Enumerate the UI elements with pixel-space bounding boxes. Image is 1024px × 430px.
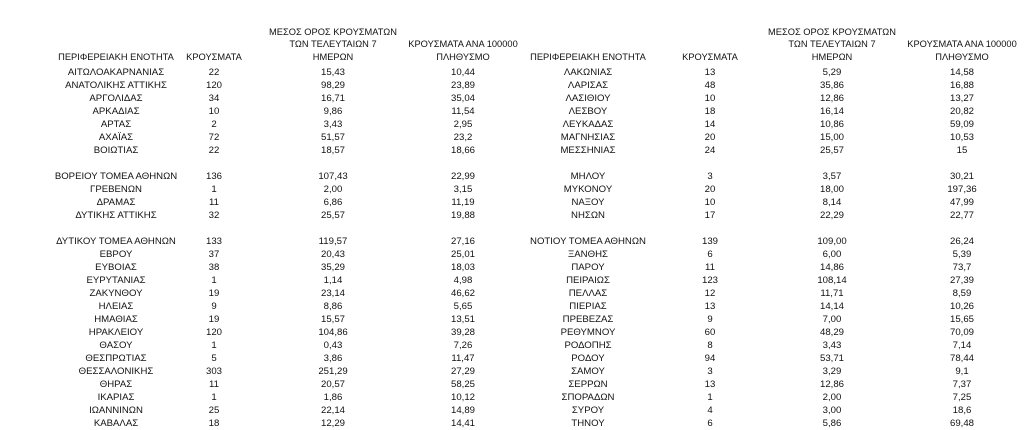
table-row [525, 300, 1015, 313]
cell-per100k: 26,24 [949, 236, 974, 247]
table-row [18, 417, 523, 430]
table-row [18, 131, 523, 144]
cell-avg7: 7,00 [822, 314, 842, 325]
cell-avg7: 104,86 [318, 327, 348, 338]
cell-region: ΠΕΙΡΑΙΩΣ [566, 275, 610, 286]
cell-per100k: 8,59 [952, 288, 972, 299]
table-row [18, 339, 523, 352]
table-row [18, 326, 523, 339]
cell-per100k: 3,15 [453, 184, 473, 195]
cell-per100k: 20,82 [949, 106, 974, 117]
cell-avg7: 48,29 [819, 327, 844, 338]
cell-avg7: 15,43 [320, 67, 345, 78]
cell-per100k: 16,88 [949, 80, 974, 91]
cell-per100k: 10,26 [949, 301, 974, 312]
cell-cases: 6 [707, 249, 713, 260]
cell-cases: 14 [704, 119, 716, 130]
table-row [18, 365, 523, 378]
header-cases: ΚΡΟΥΣΜΑΤΑ [682, 51, 738, 62]
cell-region: ΡΟΔΟΠΗΣ [564, 340, 612, 351]
cell-avg7: 109,00 [817, 236, 847, 247]
cell-per100k: 39,28 [450, 327, 475, 338]
cell-region: ΛΕΣΒΟΥ [568, 106, 608, 117]
cell-region: ΕΒΡΟΥ [99, 249, 133, 260]
cell-region: ΜΕΣΣΗΝΙΑΣ [560, 145, 616, 156]
table-row [18, 300, 523, 313]
spacer-row [525, 222, 1015, 235]
spacer-row [18, 157, 523, 170]
cell-cases: 37 [208, 249, 220, 260]
cell-per100k: 35,04 [450, 93, 475, 104]
table-row [525, 118, 1015, 131]
cell-cases: 25 [208, 405, 220, 416]
cell-avg7: 22,14 [320, 405, 345, 416]
table-row [525, 352, 1015, 365]
table-row [525, 339, 1015, 352]
cell-cases: 72 [208, 132, 220, 143]
cell-cases: 13 [704, 301, 716, 312]
cell-region: ΒΟΙΩΤΙΑΣ [93, 145, 139, 156]
cell-region: ΜΥΚΟΝΟΥ [563, 184, 613, 195]
cell-avg7: 18,57 [320, 145, 345, 156]
cell-avg7: 3,29 [822, 366, 842, 377]
cell-region: ΝΑΞΟΥ [571, 197, 605, 208]
cell-avg7: 5,86 [822, 418, 842, 429]
cell-avg7: 12,29 [320, 418, 345, 429]
cell-region: ΗΛΕΙΑΣ [98, 301, 134, 312]
cell-per100k: 22,99 [450, 171, 475, 182]
cell-cases: 3 [707, 366, 713, 377]
cell-region: ΠΙΕΡΙΑΣ [569, 301, 607, 312]
cell-avg7: 3,43 [323, 119, 343, 130]
cell-cases: 123 [701, 275, 718, 286]
cell-per100k: 30,21 [949, 171, 974, 182]
cell-cases: 38 [208, 262, 220, 273]
table-row [18, 170, 523, 183]
cell-avg7: 6,00 [822, 249, 842, 260]
cell-cases: 1 [211, 392, 217, 403]
cell-avg7: 53,71 [819, 353, 844, 364]
cell-avg7: 23,14 [320, 288, 345, 299]
cell-region: ΕΥΒΟΙΑΣ [95, 262, 137, 273]
cell-per100k: 13,51 [450, 314, 475, 325]
cell-region: ΝΟΤΙΟΥ ΤΟΜΕΑ ΑΘΗΝΩΝ [530, 236, 646, 247]
cell-cases: 11 [209, 379, 219, 390]
cell-per100k: 19,88 [450, 210, 475, 221]
right-table-body [525, 66, 1015, 430]
cell-region: ΑΙΤΩΛΟΑΚΑΡΝΑΝΙΑΣ [67, 67, 165, 78]
cell-per100k: 22,77 [949, 210, 974, 221]
cell-avg7: 1,86 [323, 392, 343, 403]
cell-per100k: 23,89 [450, 80, 475, 91]
table-row [18, 92, 523, 105]
cell-cases: 133 [205, 236, 222, 247]
cell-region: ΘΗΡΑΣ [99, 379, 133, 390]
cell-cases: 18 [704, 106, 716, 117]
table-row [18, 209, 523, 222]
table-row [525, 196, 1015, 209]
cell-cases: 17 [704, 210, 716, 221]
cell-per100k: 14,58 [949, 67, 974, 78]
table-row [525, 326, 1015, 339]
cell-cases: 94 [704, 353, 716, 364]
cell-cases: 9 [211, 301, 217, 312]
left-table-body [18, 66, 523, 430]
table-row [18, 261, 523, 274]
header-cases: ΚΡΟΥΣΜΑΤΑ [186, 51, 242, 62]
cell-cases: 10 [208, 106, 220, 117]
cell-cases: 1 [211, 275, 217, 286]
cell-avg7: 25,57 [819, 145, 844, 156]
header-per100k: ΚΡΟΥΣΜΑΤΑ ΑΝΑ 100000 ΠΛΗΘΥΣΜΟ [907, 39, 1017, 62]
cell-avg7: 0,43 [323, 340, 343, 351]
spacer-row [525, 157, 1015, 170]
cell-per100k: 73,7 [952, 262, 972, 273]
cell-avg7: 18,00 [819, 184, 844, 195]
cell-cases: 34 [208, 93, 220, 104]
table-row [525, 313, 1015, 326]
cell-per100k: 15 [956, 145, 968, 156]
cell-avg7: 12,86 [819, 93, 844, 104]
cell-cases: 5 [211, 353, 217, 364]
cell-avg7: 5,29 [822, 67, 842, 78]
cell-avg7: 16,71 [320, 93, 345, 104]
cell-avg7: 3,86 [323, 353, 343, 364]
table-row [525, 274, 1015, 287]
cell-region: ΣΠΟΡΑΔΩΝ [561, 392, 615, 403]
cell-region: ΡΟΔΟΥ [571, 353, 605, 364]
cell-per100k: 15,65 [949, 314, 974, 325]
table-row [525, 131, 1015, 144]
cell-avg7: 22,29 [819, 210, 844, 221]
table-row [525, 235, 1015, 248]
cell-region: ΚΑΒΑΛΑΣ [93, 418, 139, 429]
cell-avg7: 12,86 [819, 379, 844, 390]
cell-cases: 20 [704, 184, 716, 195]
cell-region: ΗΡΑΚΛΕΙΟΥ [88, 327, 144, 338]
cell-cases: 22 [208, 145, 220, 156]
table-row [525, 144, 1015, 157]
cell-region: ΠΑΡΟΥ [571, 262, 605, 273]
cell-per100k: 10,12 [450, 392, 475, 403]
header-per100k: ΚΡΟΥΣΜΑΤΑ ΑΝΑ 100000 ΠΛΗΘΥΣΜΟ [408, 39, 518, 62]
cell-cases: 6 [707, 418, 713, 429]
cell-region: ΒΟΡΕΙΟΥ ΤΟΜΕΑ ΑΘΗΝΩΝ [54, 171, 178, 182]
cell-avg7: 3,43 [822, 340, 842, 351]
cell-avg7: 10,86 [819, 119, 844, 130]
cell-avg7: 15,00 [819, 132, 844, 143]
cell-per100k: 58,25 [450, 379, 475, 390]
cell-cases: 2 [211, 119, 217, 130]
cell-cases: 303 [205, 366, 222, 377]
cell-per100k: 11,19 [451, 197, 475, 208]
table-row [525, 183, 1015, 196]
cell-region: ΙΚΑΡΙΑΣ [97, 392, 135, 403]
cell-avg7: 108,14 [817, 275, 847, 286]
cell-avg7: 25,57 [320, 210, 345, 221]
cell-avg7: 51,57 [320, 132, 345, 143]
cell-cases: 139 [701, 236, 718, 247]
cell-avg7: 14,86 [819, 262, 844, 273]
cell-cases: 24 [704, 145, 716, 156]
cell-per100k: 13,27 [949, 93, 974, 104]
cell-avg7: 3,57 [822, 171, 842, 182]
cell-region: ΣΑΜΟΥ [571, 366, 605, 377]
cell-cases: 4 [707, 405, 713, 416]
cell-avg7: 20,43 [320, 249, 345, 260]
cell-per100k: 78,44 [949, 353, 974, 364]
table-row [18, 105, 523, 118]
table-row [525, 248, 1015, 261]
cell-cases: 10 [704, 93, 716, 104]
cell-cases: 3 [707, 171, 713, 182]
table-row [525, 209, 1015, 222]
cell-cases: 20 [704, 132, 716, 143]
table-row [18, 274, 523, 287]
cell-region: ΡΕΘΥΜΝΟΥ [560, 327, 616, 338]
cell-cases: 10 [704, 197, 716, 208]
header-avg7: ΜΕΣΟΣ ΟΡΟΣ ΚΡΟΥΣΜΑΤΩΝ ΤΩΝ ΤΕΛΕΥΤΑΙΩΝ 7 ΗΜΕΡΩΝ [768, 26, 896, 62]
cell-per100k: 11,54 [451, 106, 475, 117]
cell-avg7: 98,29 [320, 80, 345, 91]
header-avg7: ΜΕΣΟΣ ΟΡΟΣ ΚΡΟΥΣΜΑΤΩΝ ΤΩΝ ΤΕΛΕΥΤΑΙΩΝ 7 ΗΜΕΡΩΝ [269, 26, 397, 62]
cell-avg7: 119,57 [318, 236, 348, 247]
cell-per100k: 25,01 [450, 249, 475, 260]
table-row [525, 378, 1015, 391]
cell-region: ΙΩΑΝΝΙΝΩΝ [89, 405, 143, 416]
cell-avg7: 3,00 [822, 405, 842, 416]
cell-region: ΛΑΚΩΝΙΑΣ [563, 67, 613, 78]
cell-region: ΛΕΥΚΑΔΑΣ [562, 119, 614, 130]
cell-cases: 1 [707, 392, 713, 403]
cell-avg7: 20,57 [320, 379, 345, 390]
cell-avg7: 9,86 [323, 106, 343, 117]
cell-per100k: 27,16 [450, 236, 475, 247]
cell-region: ΓΡΕΒΕΝΩΝ [90, 184, 142, 195]
cell-cases: 120 [205, 327, 222, 338]
cell-avg7: 2,00 [822, 392, 842, 403]
cell-per100k: 23,2 [453, 132, 473, 143]
cell-per100k: 4,98 [453, 275, 473, 286]
table-row [525, 170, 1015, 183]
cell-cases: 13 [704, 379, 716, 390]
cell-avg7: 16,14 [819, 106, 844, 117]
cell-per100k: 18,6 [952, 405, 972, 416]
cell-per100k: 27,39 [949, 275, 974, 286]
cell-per100k: 197,36 [947, 184, 977, 195]
table-row [18, 248, 523, 261]
cell-region: ΜΗΛΟΥ [570, 171, 606, 182]
cell-cases: 1 [211, 184, 217, 195]
cell-avg7: 6,86 [323, 197, 343, 208]
cell-region: ΞΑΝΘΗΣ [568, 249, 608, 260]
table-row [525, 105, 1015, 118]
cell-per100k: 18,66 [450, 145, 475, 156]
table-row [525, 391, 1015, 404]
table-row [18, 183, 523, 196]
table-row [18, 66, 523, 79]
cell-cases: 13 [704, 67, 716, 78]
cell-region: ΑΡΓΟΛΙΔΑΣ [89, 93, 143, 104]
table-row [18, 404, 523, 417]
cell-avg7: 251,29 [318, 366, 348, 377]
cell-region: ΖΑΚΥΝΘΟΥ [89, 288, 143, 299]
cell-per100k: 9,1 [955, 366, 969, 377]
cell-region: ΠΕΛΛΑΣ [568, 288, 608, 299]
table-row [18, 196, 523, 209]
cell-cases: 60 [704, 327, 716, 338]
cell-per100k: 11,47 [451, 353, 475, 364]
cell-region: ΘΕΣΣΑΛΟΝΙΚΗΣ [78, 366, 154, 377]
cell-region: ΛΑΡΙΣΑΣ [567, 80, 609, 91]
cell-per100k: 2,95 [453, 119, 473, 130]
table-row [18, 352, 523, 365]
table-row [525, 79, 1015, 92]
table-row [18, 79, 523, 92]
cell-per100k: 59,09 [949, 119, 974, 130]
cell-region: ΗΜΑΘΙΑΣ [94, 314, 138, 325]
cell-region: ΑΧΑΪΑΣ [98, 132, 134, 143]
table-row [525, 365, 1015, 378]
cell-avg7: 15,57 [320, 314, 345, 325]
cell-per100k: 7,14 [952, 340, 972, 351]
table-row [525, 404, 1015, 417]
table-row [18, 235, 523, 248]
table-row [525, 287, 1015, 300]
table-row [18, 144, 523, 157]
header-region: ΠΕΡΙΦΕΡΕΙΑΚΗ ΕΝΟΤΗΤΑ [530, 51, 646, 62]
cell-avg7: 14,14 [819, 301, 844, 312]
cell-cases: 11 [209, 197, 219, 208]
cell-per100k: 70,09 [949, 327, 974, 338]
table-row [525, 66, 1015, 79]
cell-cases: 8 [707, 340, 713, 351]
cell-region: ΝΗΣΩΝ [571, 210, 605, 221]
cell-per100k: 27,29 [450, 366, 475, 377]
cell-region: ΜΑΓΝΗΣΙΑΣ [560, 132, 616, 143]
cell-region: ΣΕΡΡΩΝ [568, 379, 608, 390]
table-row [525, 261, 1015, 274]
cell-region: ΠΡΕΒΕΖΑΣ [562, 314, 614, 325]
table-row [525, 417, 1015, 430]
cell-region: ΤΗΝΟΥ [571, 418, 605, 429]
cell-region: ΔΡΑΜΑΣ [96, 197, 136, 208]
cell-per100k: 46,62 [450, 288, 475, 299]
cell-avg7: 35,86 [819, 80, 844, 91]
cell-per100k: 69,48 [949, 418, 974, 429]
cell-per100k: 10,53 [949, 132, 974, 143]
cell-cases: 9 [707, 314, 713, 325]
cell-region: ΔΥΤΙΚΟΥ ΤΟΜΕΑ ΑΘΗΝΩΝ [56, 236, 176, 247]
cell-cases: 1 [211, 340, 217, 351]
cell-cases: 136 [205, 171, 222, 182]
cell-region: ΔΥΤΙΚΗΣ ΑΤΤΙΚΗΣ [75, 210, 157, 221]
cell-cases: 32 [208, 210, 220, 221]
cell-per100k: 7,26 [453, 340, 473, 351]
cell-region: ΕΥΡΥΤΑΝΙΑΣ [86, 275, 146, 286]
cell-region: ΑΝΑΤΟΛΙΚΗΣ ΑΤΤΙΚΗΣ [65, 80, 167, 91]
cell-cases: 22 [208, 67, 220, 78]
cell-per100k: 5,39 [952, 249, 972, 260]
cell-cases: 120 [205, 80, 222, 91]
cell-per100k: 14,89 [450, 405, 475, 416]
cell-avg7: 35,29 [320, 262, 345, 273]
table-row [525, 92, 1015, 105]
table-row [18, 287, 523, 300]
cell-cases: 11 [705, 262, 715, 273]
table-row [18, 313, 523, 326]
cell-region: ΘΕΣΠΡΩΤΙΑΣ [85, 353, 147, 364]
cell-avg7: 107,43 [318, 171, 348, 182]
cell-region: ΣΥΡΟΥ [571, 405, 605, 416]
cell-region: ΘΑΣΟΥ [99, 340, 133, 351]
cell-region: ΑΡΚΑΔΙΑΣ [92, 106, 140, 117]
cell-per100k: 7,37 [952, 379, 972, 390]
cell-region: ΛΑΣΙΘΙΟΥ [565, 93, 611, 104]
cell-per100k: 5,65 [453, 301, 473, 312]
cell-avg7: 2,00 [323, 184, 343, 195]
cell-cases: 19 [208, 314, 220, 325]
cell-cases: 48 [704, 80, 716, 91]
header-region: ΠΕΡΙΦΕΡΕΙΑΚΗ ΕΝΟΤΗΤΑ [58, 51, 174, 62]
cell-avg7: 11,71 [820, 288, 844, 299]
cell-per100k: 14,41 [450, 418, 475, 429]
table-row [18, 378, 523, 391]
cell-per100k: 7,25 [952, 392, 972, 403]
cell-cases: 19 [208, 288, 220, 299]
cell-per100k: 10,44 [450, 67, 475, 78]
spacer-row [18, 222, 523, 235]
cell-avg7: 8,14 [822, 197, 842, 208]
cell-per100k: 47,99 [949, 197, 974, 208]
cell-cases: 18 [208, 418, 220, 429]
cell-per100k: 18,03 [450, 262, 475, 273]
cell-avg7: 1,14 [323, 275, 343, 286]
cell-region: ΑΡΤΑΣ [100, 119, 132, 130]
table-row [18, 118, 523, 131]
cell-avg7: 8,86 [323, 301, 343, 312]
table-row [18, 391, 523, 404]
cell-cases: 12 [704, 288, 716, 299]
